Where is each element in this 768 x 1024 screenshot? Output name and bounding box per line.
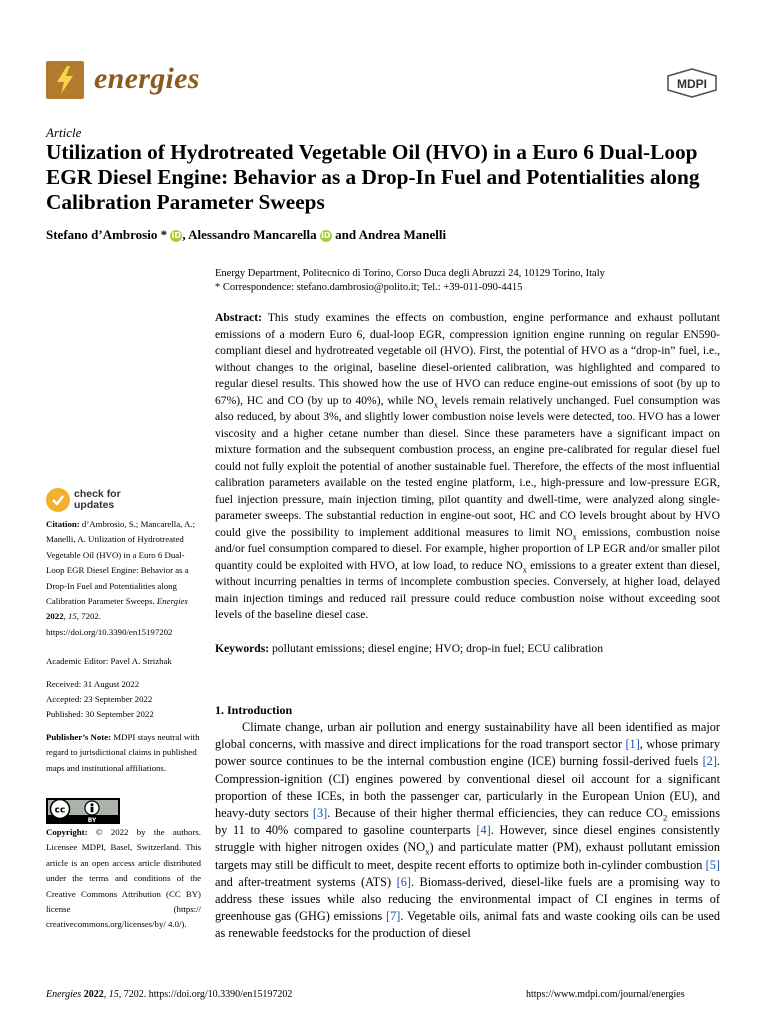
citation-volume: , 15 [63, 611, 77, 622]
orcid-icon[interactable]: iD [171, 231, 182, 240]
copyright-notice [46, 825, 201, 933]
received-date: Received: 31 August 2022 [46, 679, 140, 689]
reference-link[interactable]: [1] [625, 737, 640, 752]
introduction-body [215, 719, 720, 943]
author-separator: , [182, 227, 189, 242]
body-text: . Compression-ignition (CI) engines powered by conventional diesel oil account for a significant proportion of these ICEs, in both the passenger car, particularly in the European Union (EU), and heavy-duty sectors [215, 754, 720, 821]
check-for-updates-button[interactable] [46, 488, 166, 516]
body-text: . Biomass-derived, diesel-like fuels are a promising way to address these issues while also reducing the environmental impact of CI engines in terms of greenhouse gas (GHG) emissions [215, 874, 720, 924]
article-type: Article [46, 125, 82, 140]
svg-text:cc: cc [54, 805, 66, 816]
footer-year: 2022 [81, 989, 104, 1000]
body-text: Climate change, urban air pollution and energy sustainability have all been identified as major global concerns, with massive and direct implications for the road transport sector [215, 720, 720, 752]
abstract-text: emissions to a greater extent than diesel, without incurring penalties in terms of incomplete combustion species. Conversely, at higher load, delayed main injection timings and reduced rail pressure could reduce combustion noise without exceeding soot levels of the baseline diesel case. [215, 558, 720, 621]
affiliation: Energy Department, Politecnico di Torino, Corso Duca degli Abruzzi 24, 10129 Torino, Italy [215, 268, 605, 279]
article-title: Utilization of Hydrotreated Vegetable Oil (HVO) in a Euro 6 Dual-Loop EGR Diesel Engine: Behavior as a Drop-In Fuel and Potentialities along Calibration Parameter Sweeps [46, 140, 700, 214]
cc-by-license-badge[interactable] [46, 798, 120, 824]
reference-link[interactable]: [7] [385, 909, 401, 924]
author-name[interactable]: Stefano d’Ambrosio [46, 227, 158, 242]
subscript: 2 [662, 812, 668, 823]
citation-text: d’Ambrosio, S.; Mancarella, A.; Manelli, A. Utilization of Hydrotreated Vegetable Oil (HVO) in a Euro 6 Dual-Loop EGR Diesel Engine: Behavior as a Drop-In Fuel and Potentialities along Calibration Parameter Sweeps. [46, 519, 196, 607]
keywords-text: pollutant emissions; diesel engine; HVO; drop-in fuel; ECU calibration [269, 642, 604, 655]
journal-logo-icon [46, 61, 84, 99]
check-updates-icon [46, 488, 70, 512]
mdpi-logo-text: MDPI [677, 77, 707, 91]
subscript: x [425, 846, 430, 857]
reference-link[interactable]: [6] [396, 874, 411, 889]
footer-journal-url[interactable]: https://www.mdpi.com/journal/energies [526, 989, 685, 1000]
abstract-text: This study examines the effects on combustion, engine performance and exhaust pollutant emissions of a modern Euro 6, dual-loop EGR, compression ignition engine running on regular EN590-compliant diesel and hydrotreated vegetable oil (HVO). First, the potential of HVO as a “drop-in” fuel, i.e., without changes to the original, baseline diesel-oriented calibration, was highlighted and compared to regular diesel results. This showed how the use of HVO can reduce engine-out emissions of soot (by up to 67%), HC and CO (by up to 40%), while NO [215, 311, 720, 407]
body-text: emissions by 11 to 40% compared to gasoline counterparts [215, 806, 720, 838]
body-text: . Because of their higher thermal efficiencies, they can reduce CO [327, 806, 663, 821]
check-updates-label: check for [74, 488, 121, 500]
citation-year: 2022 [46, 611, 64, 622]
author-list [46, 227, 446, 243]
author-name[interactable]: Andrea Manelli [358, 227, 447, 242]
abstract-text: levels remain relatively unchanged. Fuel consumption was also reduced, by about 3%, and slightly lower combustion noise levels were detected, too. HVO has a lower viscosity and a higher cetane number than diesel. Since these parameters have a significant impact on mixture formation and the subsequent combustion process, an engine pre-calibrated for regular diesel fuel could not fully exploit the potential of another sustainable fuel. Therefore, the effects of the most influential calibration parameters available on the tested engine platform, i.e., high-pressure and low-pressure EGR, fuel injection pressure, main injection timing, pilot quantity and dwell-time, were analyzed along single-parameter sweeps. The substantial reduction in engine-out soot, HC and CO levels brought about by HVO could give the possibility to implement additional measures to limit NO [215, 393, 720, 539]
reference-link[interactable]: [4] [476, 823, 491, 838]
footer-doi[interactable]: , 7202. https://doi.org/10.3390/en15197202 [118, 989, 293, 1000]
keywords-label: Keywords: [215, 642, 270, 655]
author-name[interactable]: Alessandro Mancarella [188, 227, 317, 242]
footer-journal: Energies [46, 989, 82, 1000]
publisher-note-label: Publisher’s Note: [46, 732, 112, 742]
reference-link[interactable]: [5] [705, 857, 720, 872]
keywords [215, 641, 720, 658]
mdpi-logo-icon [666, 68, 718, 98]
accepted-date: Accepted: 23 September 2022 [46, 694, 153, 704]
correspondence: * Correspondence: stefano.dambrosio@polito.it; Tel.: +39-011-090-4415 [215, 282, 523, 293]
academic-editor: Academic Editor: Pavel A. Strizhak [46, 656, 172, 666]
citation-doi[interactable]: , 7202. https://doi.org/10.3390/en15197202 [46, 611, 173, 637]
citation-label: Citation: [46, 519, 80, 529]
author-separator: and [331, 227, 359, 242]
body-text: . Vegetable oils, animal fats and waste cooking oils can be used as renewable feedstocks for the production of diesel [215, 909, 720, 941]
cc-by-text: BY [87, 817, 97, 824]
subscript: x [522, 564, 527, 574]
body-text: , whose primary power source continues to be the internal combustion engine (ICE) burning fossil-derived fuels [215, 737, 720, 769]
abstract-text: emissions, combustion noise and/or fuel consumption compared to diesel. For example, higher proportion of LP EGR and/or smaller pilot quantity could be exploited with HVO, at low load, to reduce NO [215, 525, 721, 572]
orcid-icon[interactable]: iD [321, 231, 331, 240]
abstract [215, 310, 720, 624]
abstract-label: Abstract: [215, 311, 263, 324]
mdpi-logo[interactable] [666, 68, 718, 98]
body-text: . However, since diesel engines consistently struggle with higher nitrogen oxides (NO [215, 823, 721, 855]
check-updates-label: updates [74, 499, 115, 511]
copyright-label: Copyright: [46, 827, 88, 837]
section-heading: 1. Introduction [215, 703, 293, 717]
body-text: and after-treatment systems (ATS) [215, 874, 397, 889]
footer-citation [46, 988, 292, 1002]
subscript: x [572, 531, 577, 541]
footer-volume: , 15 [103, 989, 119, 1000]
publisher-note [46, 730, 201, 776]
copyright-text: © 2022 by the authors. Licensee MDPI, Basel, Switzerland. This article is an open access article distributed under the terms and conditions of the Creative Commons Attribution (CC BY) license (https:// creativecommons.org/licenses/by/ 4.0/). [46, 827, 201, 930]
lightning-bolt-icon [46, 61, 84, 99]
subscript: x [433, 399, 438, 409]
publisher-note-text: MDPI stays neutral with regard to jurisdictional claims in published maps and institutional affiliations. [46, 732, 200, 773]
citation-journal: Energies [156, 596, 188, 607]
corresponding-mark: * [157, 227, 168, 242]
citation [46, 517, 201, 640]
body-text: ) and particulate matter (PM), exhaust pollutant emission targets may still be difficult to meet, despite recent efforts to optimize both in-cylinder combustion [215, 840, 720, 872]
journal-name[interactable]: energies [94, 62, 200, 95]
published-date: Published: 30 September 2022 [46, 709, 154, 719]
reference-link[interactable]: [2] [702, 754, 717, 769]
reference-link[interactable]: [3] [312, 806, 328, 821]
